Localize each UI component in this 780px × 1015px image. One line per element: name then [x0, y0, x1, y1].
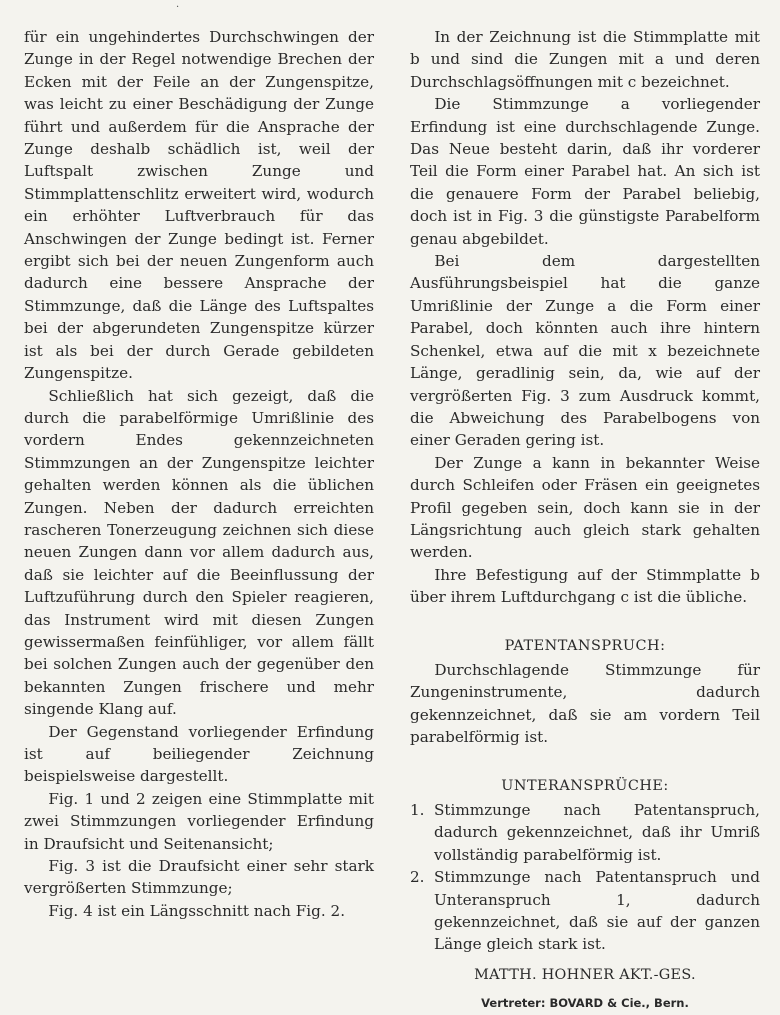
paragraph: Schließlich hat sich gezeigt, daß die durch die parabelförmige Umrißlinie des vordern Endes gekennzeichneten Stimmzungen an der Zungenspitze leichter gehalten werden können als die üblichen Zungen. Neben der dadurch erreichten rascheren Tonerzeugung zeichnen sich diese neuen Zungen dann vor allem dadurch aus, daß sie leichter auf die Beeinflussung der Luftzuführung durch den Spieler reagieren, das Instrument wird mit diesen Zungen gewissermaßen feinfühliger, vor allem fällt bei solchen Zungen auch der gegenüber den bekannten Zungen frischere und mehr singende Klang auf. [24, 386, 374, 719]
sub-claim-item [410, 866, 760, 956]
sub-claim-text: Stimmzunge nach Patentanspruch und Unteranspruch 1, dadurch gekennzeichnet, daß sie auf der ganzen Länge gleich stark ist. [434, 868, 760, 954]
paragraph: für ein ungehindertes Durchschwingen der Zunge in der Regel notwendige Brechen der Ecken mit der Feile an der Zungenspitze, was leicht zu einer Beschädigung der Zunge führt und außerdem für die Ansprache der Zunge deshalb schädlich ist, weil der Luftspalt zwischen Zunge und Stimmplattenschlitz erweitert wird, wodurch ein erhöhter Luftverbrauch für das Anschwingen der Zunge bedingt ist. Ferner ergibt sich bei der neuen Zungenform auch dadurch eine bessere Ansprache der Stimmzunge, daß die Länge des Luftspaltes bei der abgerundeten Zungenspitze kürzer ist als bei der durch Gerade gebildeten Zungenspitze. [24, 28, 374, 383]
paragraph: Ihre Befestigung auf der Stimmplatte b über ihrem Luftdurchgang c ist die übliche. [410, 565, 760, 607]
patent-claim-text: Durchschlagende Stimmzunge für Zungeninstrumente, dadurch gekennzeichnet, daß sie am vordern Teil parabelförmig ist. [410, 660, 760, 747]
sub-claim-item [410, 799, 760, 866]
corner-mark: · [176, 2, 180, 13]
sub-claims-list [410, 799, 760, 956]
paragraph: Fig. 3 ist die Draufsicht einer sehr stark vergrößerten Stimmzunge; [24, 857, 374, 898]
paragraph: Die Stimmzunge a vorliegender Erfindung ist eine durchschlagende Zunge. Das Neue besteht darin, daß ihr vorderer Teil die Form einer Parabel hat. An sich ist die genauere Form der Parabel beliebig, doch ist in Fig. 3 die günstigste Parabelform genau abgebildet. [410, 95, 760, 248]
sub-claim-number: 2. [410, 868, 425, 887]
sub-claim-text: Stimmzunge nach Patentanspruch, dadurch gekennzeichnet, daß ihr Umriß vollständig parabelförmig ist. [434, 801, 760, 864]
paragraph: Der Gegenstand vorliegender Erfindung ist auf beiliegender Zeichnung beispielsweise dargestellt. [24, 722, 374, 786]
paragraph: Bei dem dargestellten Ausführungsbeispiel hat die ganze Umrißlinie der Zunge a die Form einer Parabel, doch könnten auch ihre hintern Schenkel, etwa auf die mit x bezeichnete Länge, geradlinig sein, da, wie auf der vergrößerten Fig. 3 zum Ausdruck kommt, die Abweichung des Parabelbogens von einer Geraden gering ist. [410, 252, 760, 450]
left-column [24, 26, 374, 960]
paragraph: Fig. 4 ist ein Längsschnitt nach Fig. 2. [48, 901, 346, 920]
sub-claims-heading: UNTERANSPRÜCHE: [501, 777, 669, 794]
paragraph: Fig. 1 und 2 zeigen eine Stimmplatte mit zwei Stimmzungen vorliegender Erfindung in Draufsicht und Seitenansicht; [24, 789, 374, 853]
paragraph: In der Zeichnung ist die Stimmplatte mit b und sind die Zungen mit a und deren Durchschlagsöffnungen mit c bezeichnet. [410, 28, 760, 91]
paragraph: Der Zunge a kann in bekannter Weise durch Schleifen oder Fräsen ein geeignetes Profil gegeben sein, doch kann sie in der Längsrichtung auch gleich stark gehalten werden. [410, 453, 760, 562]
representative: Vertreter: BOVARD & Cie., Bern. [481, 996, 689, 1011]
right-column [410, 26, 760, 1011]
sub-claim-number: 1. [410, 801, 425, 819]
signature: MATTH. HOHNER AKT.-GES. [474, 966, 696, 983]
patent-claim-heading: PATENTANSPRUCH: [504, 637, 666, 654]
